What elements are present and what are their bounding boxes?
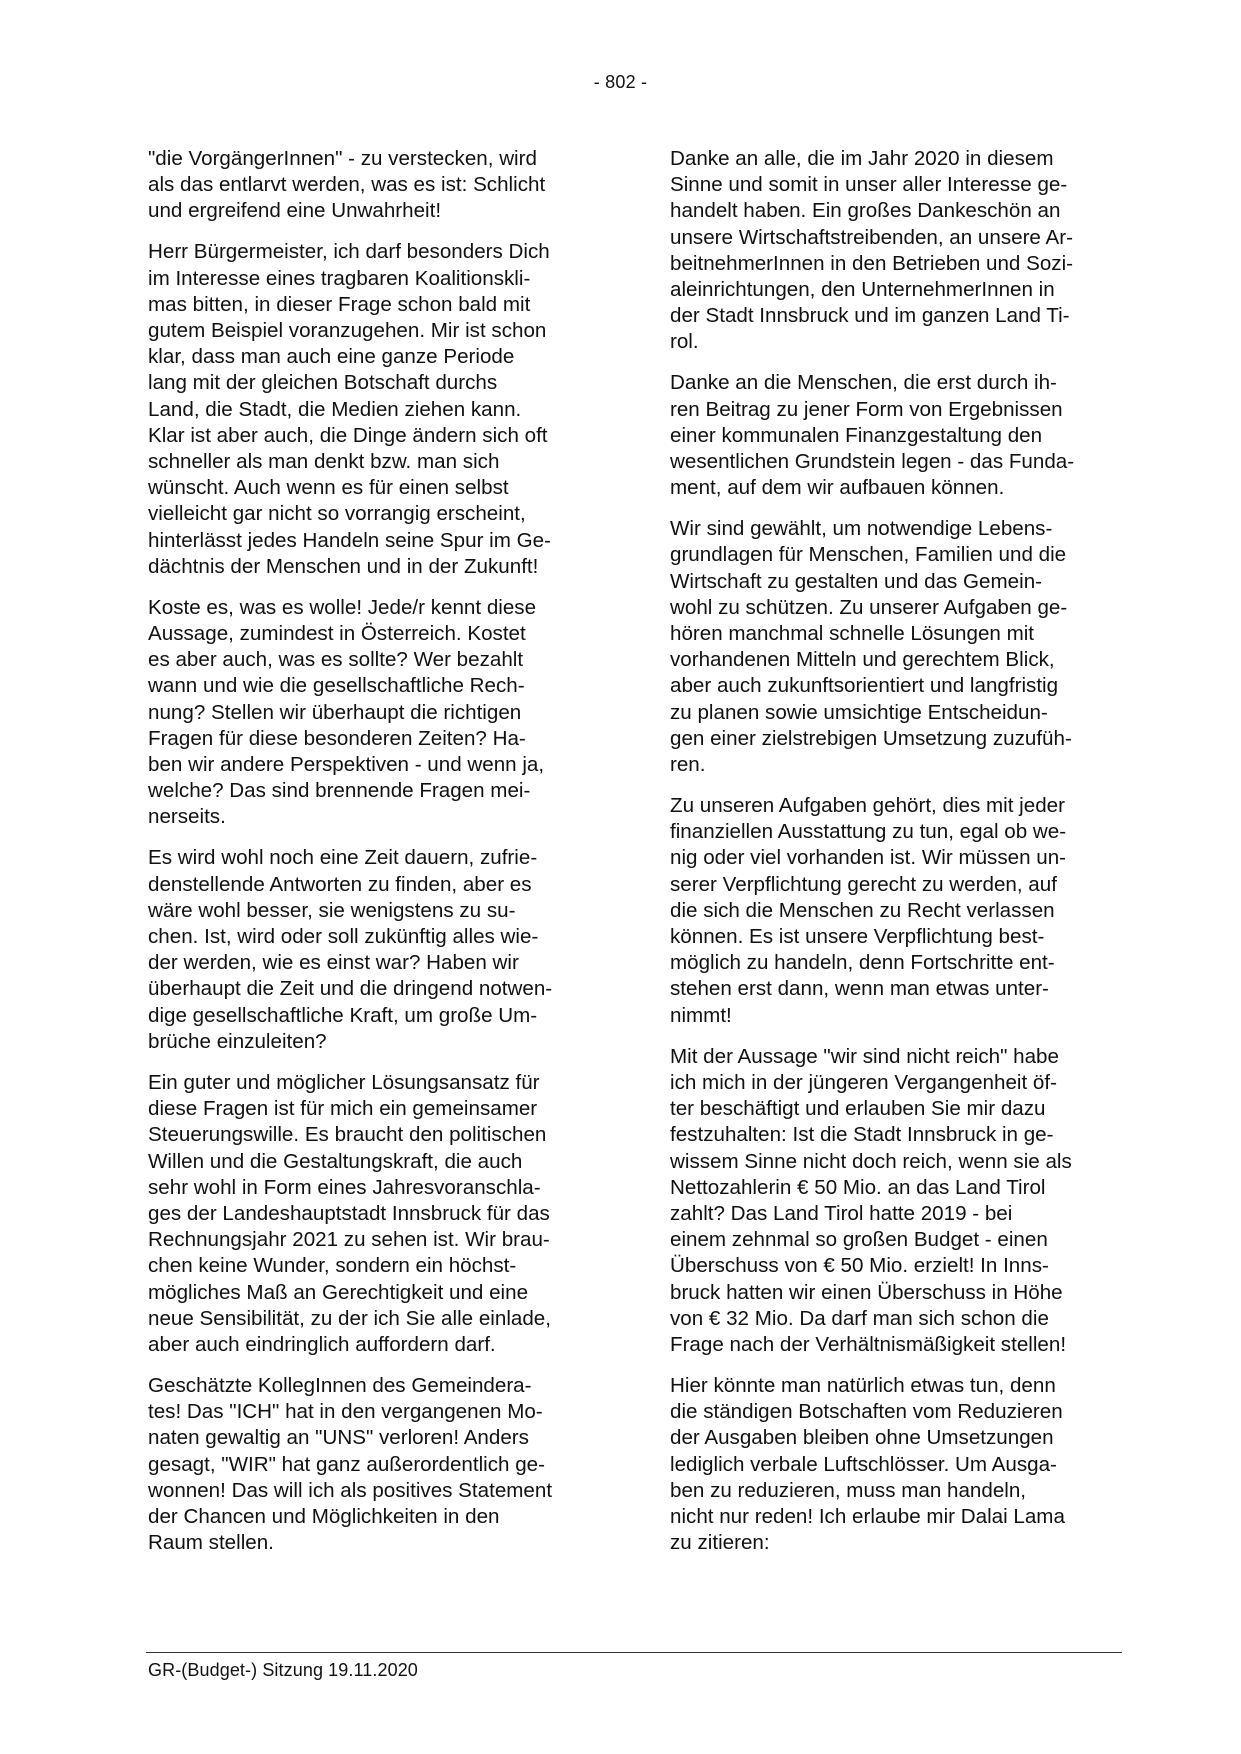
paragraph: Koste es, was es wolle! Jede/r kennt diese Aussage, zumindest in Österreich. Kostet es aber auch, was es sollte? Wer bezahlt wann und wie die gesellschaftliche Rech- nung? Stellen wir überhaupt die richtigen Fragen für diese besonderen Zeiten? Ha- ben wir andere Perspektiven - und wenn ja, welche? Das sind brennende Fragen mei- nerseits. (148, 595, 545, 829)
paragraph: Mit der Aussage "wir sind nicht reich" habe ich mich in der jüngeren Vergangenheit öf- ter beschäftigt und erlauben Sie mir dazu festzuhalten: Ist die Stadt Innsbruck in ge- wissem Sinne nicht doch reich, wenn sie als Nettozahlerin € 50 Mio. an das Land Tirol zahlt? Das Land Tirol hatte 2019 - bei einem zehnmal so großen Budget - einen Überschuss von € 50 Mio. erzielt! In Inns- bruck hatten wir einen Überschuss in Höhe von € 32 Mio. Da darf man sich schon die Frage nach der Verhältnismäßigkeit stellen! (670, 1044, 1072, 1356)
paragraph: Ein guter und möglicher Lösungsansatz für diese Fragen ist für mich ein gemeinsamer Steuerungswille. Es braucht den politischen Willen und die Gestaltungskraft, die auch sehr wohl in Form eines Jahresvoranschla- ges der Landeshauptstadt Innsbruck für das Rechnungsjahr 2021 zu sehen ist. Wir brau- chen keine Wunder, sondern ein höchst- mögliches Maß an Gerechtigkeit und eine neue Sensibilität, zu der ich Sie alle einlade, aber auch eindringlich auffordern darf. (148, 1070, 551, 1356)
paragraph: Herr Bürgermeister, ich darf besonders Dich im Interesse eines tragbaren Koalitionskli- mas bitten, in dieser Frage schon bald mit gutem Beispiel voranzugehen. Mir ist schon klar, dass man auch eine ganze Periode lang mit der gleichen Botschaft durchs Land, die Stadt, die Medien ziehen kann. Klar ist aber auch, die Dinge ändern sich oft schneller als man denkt bzw. man sich wünscht. Auch wenn es für einen selbst vielleicht gar nicht so vorrangig erscheint, hinterlässt jedes Handeln seine Spur im Ge- dächtnis der Menschen und in der Zukunft! (148, 240, 551, 578)
paragraph: Geschätzte KollegInnen des Gemeindera- tes! Das "ICH" hat in den vergangenen Mo- naten gewaltig an "UNS" verloren! Anders gesagt, "WIR" hat ganz außerordentlich ge- wonnen! Das will ich als positives Statement der Chancen und Möglichkeiten in den Raum stellen. (148, 1373, 553, 1555)
footer-divider (146, 1652, 1122, 1653)
left-column (148, 146, 600, 1571)
right-column (670, 146, 1122, 1571)
paragraph: Es wird wohl noch eine Zeit dauern, zufrie- denstellende Antworten zu finden, aber es wäre wohl besser, sie wenigstens zu su- chen. Ist, wird oder soll zukünftig alles wie- der werden, wie es einst war? Haben wir überhaupt die Zeit und die dringend notwen- dige gesellschaftliche Kraft, um große Um- brüche einzuleiten? (148, 846, 553, 1053)
paragraph: Zu unseren Aufgaben gehört, dies mit jeder finanziellen Ausstattung zu tun, egal ob we- nig oder viel vorhanden ist. Wir müssen un- serer Verpflichtung gerecht zu werden, auf die sich die Menschen zu Recht verlassen können. Es ist unsere Verpflichtung best- möglich zu handeln, denn Fortschritte ent- stehen erst dann, wenn man etwas unter- nimmt! (670, 794, 1067, 1027)
paragraph: Danke an die Menschen, die erst durch ih- ren Beitrag zu jener Form von Ergebnissen einer kommunalen Finanzgestaltung den wesentlichen Grundstein legen - das Funda- ment, auf dem wir aufbauen können. (670, 371, 1075, 500)
paragraph: Hier könnte man natürlich etwas tun, denn die ständigen Botschaften vom Reduzieren der Ausgaben bleiben ohne Umsetzungen lediglich verbale Luftschlösser. Um Ausga- ben zu reduzieren, muss man handeln, nicht nur reden! Ich erlaube mir Dalai Lama zu zitieren: (670, 1373, 1065, 1555)
footer-session-label: GR-(Budget-) Sitzung 19.11.2020 (148, 1660, 418, 1680)
paragraph: Danke an alle, die im Jahr 2020 in diesem Sinne und somit in unser aller Interesse ge- handelt haben. Ein großes Dankeschön an unsere Wirtschaftstreibenden, an unsere Ar- beitnehmerInnen in den Betrieben und Sozi- aleinrichtungen, den UnternehmerInnen in der Stadt Innsbruck und im ganzen Land Ti- rol. (670, 147, 1073, 354)
paragraph: Wir sind gewählt, um notwendige Lebens- grundlagen für Menschen, Familien und die Wirtschaft zu gestalten und das Gemein- wohl zu schützen. Zu unserer Aufgaben ge- hören manchmal schnelle Lösungen mit vorhandenen Mitteln und gerechtem Blick, aber auch zukunftsorientiert und langfristig zu planen sowie umsichtige Entscheidun- gen einer zielstrebigen Umsetzung zuzufüh- ren. (670, 517, 1072, 777)
page-number: - 802 - (593, 72, 648, 92)
paragraph: "die VorgängerInnen" - zu verstecken, wird als das entlarvt werden, was es ist: Schlicht und ergreifend eine Unwahrheit! (148, 147, 546, 223)
